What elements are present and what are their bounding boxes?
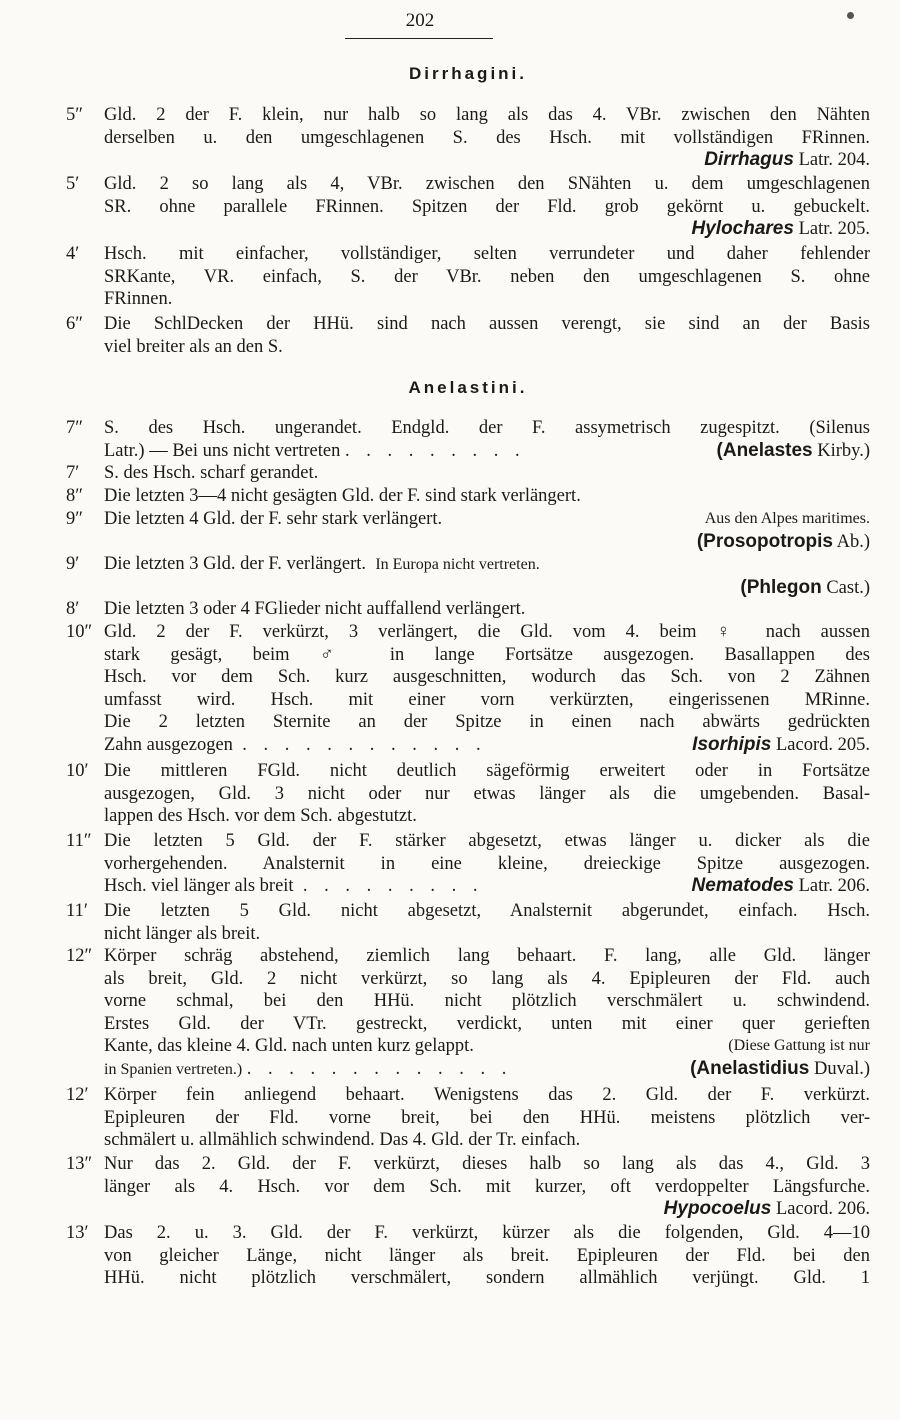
locality-note: In Europa nicht vertreten. (375, 556, 540, 573)
entry-line: Die letzten 3 oder 4 FGlieder nicht auffallend verlängert. (104, 599, 526, 619)
locality-note: in Spanien vertreten.) (104, 1060, 243, 1078)
entry-line: von gleicher Länge, nicht länger als breit. Epipleuren der Fld. bei den (104, 1245, 870, 1266)
key-entry (66, 417, 870, 462)
key-entry (66, 760, 870, 828)
genus-name: Isorhipis (692, 733, 772, 755)
genus-author: Latr. 205. (798, 219, 870, 240)
entry-line: Gld. 2 so lang als 4, VBr. zwischen den SNähten u. dem umgeschlagenen (104, 174, 870, 194)
key-entry (66, 1084, 870, 1152)
entry-line: Die SchlDecken der HHü. sind nach aussen verengt, sie sind an der Basis (104, 314, 870, 334)
genus-name: (Anelastes (716, 439, 813, 461)
entry-text: Die letzten 3 Gld. der F. verlängert. (104, 554, 367, 574)
key-entry (66, 621, 870, 757)
entry-number: 12″ (66, 946, 93, 966)
entry-line: viel breiter als an den S. (104, 336, 283, 357)
entry-line: als breit, Gld. 2 nicht verkürzt, so lang als 4. Epipleuren der Fld. auch (104, 968, 870, 989)
genus-name: (Anelastidius (690, 1057, 810, 1079)
key-entry (66, 313, 870, 358)
key-entry (66, 900, 870, 945)
entry-number: 8′ (66, 599, 80, 619)
page-number: 202 (405, 10, 435, 31)
entry-number: 7″ (66, 418, 83, 438)
entry-number: 13″ (66, 1154, 93, 1174)
genus-author: Lacord. 206. (775, 1199, 870, 1220)
entry-text: Latr.) — Bei uns nicht vertreten (104, 440, 341, 461)
entry-number: 5′ (66, 174, 80, 194)
leader-dots: . . . . . . . . . (344, 440, 526, 461)
entry-line (104, 440, 870, 463)
genus-name: Nematodes (691, 875, 794, 897)
entry-text: Die letzten 4 Gld. der F. sehr stark verlängert. (104, 509, 443, 529)
entry-line: FRinnen. (104, 289, 173, 310)
entry-text: Hsch. viel länger als breit (104, 876, 294, 897)
locality-note: Aus den Alpes maritimes. (704, 510, 870, 527)
entry-number: 4′ (66, 244, 80, 264)
entry-number: 7′ (66, 463, 80, 483)
entry-line: SRKante, VR. einfach, S. der VBr. neben den umgeschlagenen S. ohne (104, 266, 870, 287)
entry-line: Gld. 2 der F. verkürzt, 3 verlängert, die Gld. vom 4. beim ♀ nach aussen (104, 622, 870, 642)
genus-reference (104, 218, 870, 241)
entry-line (104, 875, 870, 898)
entry-number: 9′ (66, 554, 80, 574)
leader-dots: . . . . . . . . . . . . (242, 734, 487, 755)
key-entry (66, 945, 870, 1082)
entry-line: ausgezogen, Gld. 3 nicht oder nur etwas länger als die umgebenden. Basal- (104, 783, 870, 804)
entry-line: Hsch. vor dem Sch. kurz ausgeschnitten, wodurch das Sch. von 2 Zähnen (104, 667, 870, 688)
entry-number: 8″ (66, 486, 83, 506)
section-heading-anelastini: Anelastini. (408, 378, 528, 397)
entry-line: Die letzten 5 Gld. nicht abgesetzt, Analsternit abgerundet, einfach. Hsch. (104, 901, 870, 921)
entry-number: 11′ (66, 901, 88, 921)
entry-number: 6″ (66, 314, 83, 334)
genus-author: Duval.) (814, 1058, 870, 1079)
key-entry (66, 508, 870, 553)
entry-line (104, 553, 870, 577)
entry-line: Die mittleren FGld. nicht deutlich sägeförmig erweitert oder in Fortsätze (104, 761, 870, 781)
entry-line: Die letzten 5 Gld. der F. stärker abgesetzt, etwas länger u. dicker als die (104, 831, 870, 851)
entry-line: umfasst wird. Hsch. mit einer vorn verkürzten, eingerissenen MRinne. (104, 689, 870, 710)
entry-line: Erstes Gld. der VTr. gestreckt, verdickt, unten mit einer quer gerieften (104, 1013, 870, 1034)
entry-number: 10′ (66, 761, 89, 781)
genus-reference (104, 577, 870, 600)
genus-author: Ab.) (836, 531, 870, 552)
genus-author: Cast.) (826, 577, 870, 598)
entry-line: Körper fein anliegend behaart. Wenigstens das 2. Gld. der F. verkürzt. (104, 1085, 870, 1105)
entry-number: 12′ (66, 1085, 89, 1105)
genus-name: Dirrhagus (704, 149, 794, 171)
entry-line: Hsch. mit einfacher, vollständiger, selten verrundeter und daher fehlender (104, 244, 870, 264)
genus-author: Latr. 204. (798, 150, 870, 171)
key-entry (66, 104, 870, 172)
genus-name: (Phlegon (740, 576, 822, 598)
entry-line (104, 1058, 870, 1082)
entry-line: Nur das 2. Gld. der F. verkürzt, dieses halb so lang als das 4., Gld. 3 (104, 1154, 870, 1174)
entry-line: schmälert u. allmählich schwindend. Das 4. Gld. der Tr. einfach. (104, 1130, 581, 1151)
entry-line: Die 2 letzten Sternite an der Spitze in einen nach abwärts gedrückten (104, 712, 870, 733)
entry-line: Das 2. u. 3. Gld. der F. verkürzt, kürzer als die folgenden, Gld. 4—10 (104, 1223, 870, 1243)
key-entry (66, 553, 870, 599)
entry-line (104, 508, 870, 531)
leader-dots: . . . . . . . . . . . . . (246, 1058, 513, 1079)
entry-number: 11″ (66, 831, 92, 851)
entry-text: Zahn ausgezogen (104, 734, 233, 755)
genus-reference (104, 149, 870, 172)
genus-name: (Prosopotropis (696, 530, 833, 552)
entry-text: Kante, das kleine 4. Gld. nach unten kurz gelappt. (104, 1036, 474, 1057)
entry-line: HHü. nicht plötzlich verschmälert, sondern allmählich verjüngt. Gld. 1 (104, 1268, 870, 1289)
entry-line: S. des Hsch. ungerandet. Endgld. der F. assymetrisch zugespitzt. (Silenus (104, 418, 870, 438)
section-heading-dirrhagini: Dirrhagini. (408, 64, 527, 83)
entry-line: lappen des Hsch. vor dem Sch. abgestutzt. (104, 806, 417, 827)
genus-author: Kirby.) (817, 440, 870, 461)
key-entry (66, 1153, 870, 1221)
genus-name: Hypocoelus (663, 1198, 772, 1220)
entry-line: Epipleuren der Fld. vorne breit, bei den HHü. meistens plötzlich ver- (104, 1107, 870, 1128)
entry-number: 13′ (66, 1223, 89, 1243)
entry-number: 10″ (66, 622, 93, 642)
entry-line: länger als 4. Hsch. vor dem Sch. mit kurzer, oft verdoppelter Längsfurche. (104, 1176, 870, 1197)
entry-line: derselben u. den umgeschlagenen S. des Hsch. mit vollständigen FRinnen. (104, 127, 870, 148)
key-entry (66, 485, 870, 508)
locality-note: (Diese Gattung ist nur (728, 1037, 870, 1055)
entry-line (104, 1035, 870, 1058)
key-entry (66, 598, 870, 621)
entry-number: 5″ (66, 105, 83, 125)
genus-reference (104, 531, 870, 554)
entry-line: vorne schmal, bei den HHü. nicht plötzlich verschmälert u. schwindend. (104, 991, 870, 1012)
genus-author: Latr. 206. (798, 876, 870, 897)
entry-line: Gld. 2 der F. klein, nur halb so lang als das 4. VBr. zwischen den Nähten (104, 105, 870, 125)
entry-number: 9″ (66, 509, 83, 529)
key-entry (66, 462, 870, 485)
key-entry (66, 173, 870, 241)
entry-line: S. des Hsch. scharf gerandet. (104, 463, 319, 483)
key-entry (66, 830, 870, 898)
entry-line: stark gesägt, beim ♂ in lange Fortsätze ausgezogen. Basallappen des (104, 644, 870, 665)
key-entry (66, 1222, 870, 1290)
genus-author: Lacord. 205. (775, 734, 870, 755)
entry-line (104, 734, 870, 757)
genus-reference (104, 1198, 870, 1221)
key-entry (66, 243, 870, 311)
leader-dots: . . . . . . . . . (302, 876, 484, 897)
entry-line: Die letzten 3—4 nicht gesägten Gld. der F. sind stark verlängert. (104, 486, 581, 506)
entry-line: vorhergehenden. Analsternit in eine kleine, dreieckige Spitze ausgezogen. (104, 853, 870, 874)
page-number-rule (345, 38, 493, 39)
entry-line: SR. ohne parallele FRinnen. Spitzen der Fld. grob gekörnt u. gebuckelt. (104, 196, 870, 217)
genus-name: Hylochares (691, 218, 794, 240)
ink-speck (847, 12, 854, 19)
entry-line: nicht länger als breit. (104, 923, 261, 944)
entry-line: Körper schräg abstehend, ziemlich lang behaart. F. lang, alle Gld. länger (104, 946, 870, 966)
